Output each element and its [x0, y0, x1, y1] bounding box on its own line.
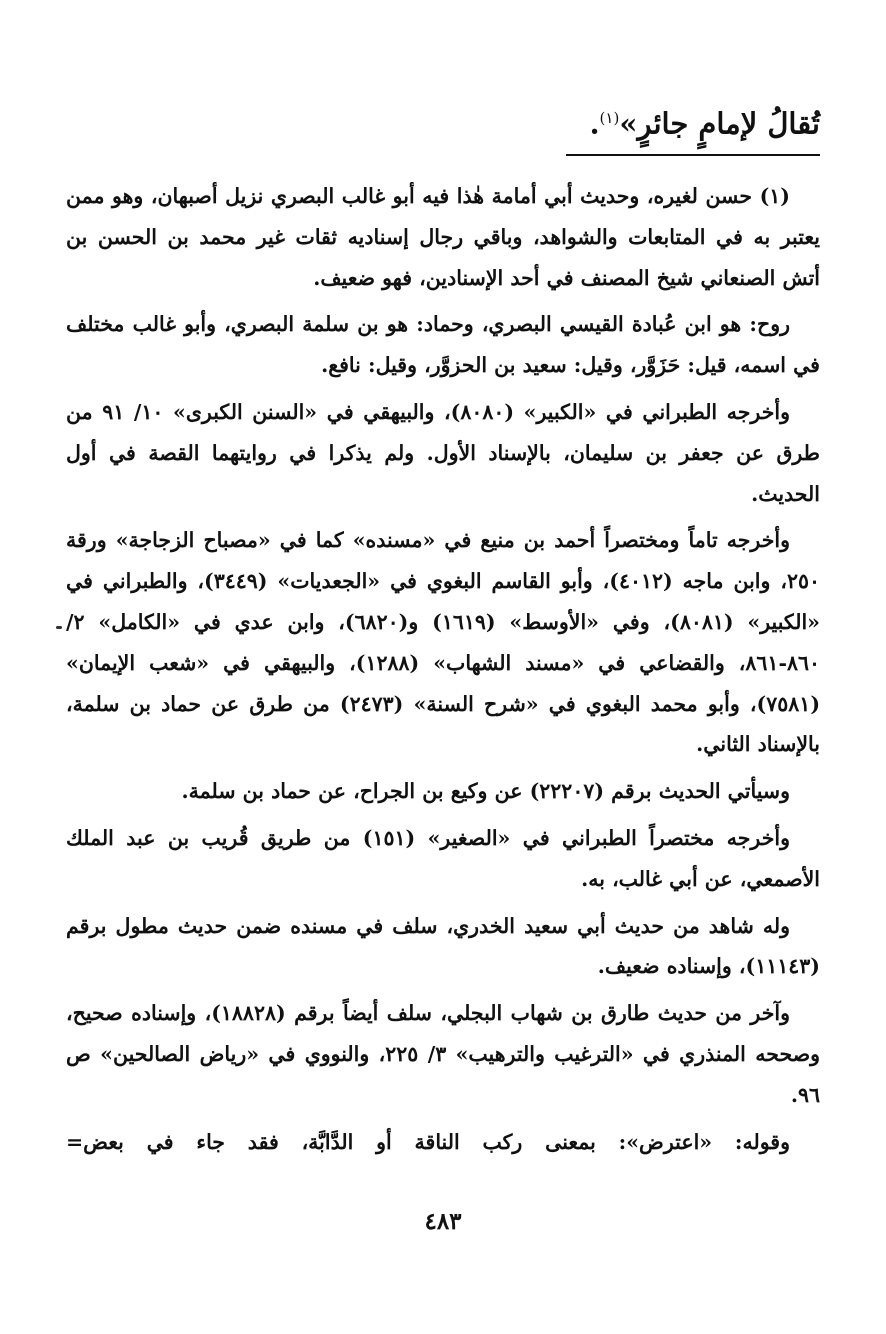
scan-mark [56, 626, 62, 629]
heading-text: تُقالُ لإمامٍ جائرٍ» [619, 106, 820, 141]
page-number: ٤٨٣ [424, 1208, 462, 1235]
footnote-paragraph-7: وله شاهد من حديث أبي سعيد الخدري، سلف في مسنده ضمن حديث مطول برقم (١١١٤٣)، وإسناده ضعيف. [66, 913, 820, 979]
footnote-paragraph-2: روح: هو ابن عُبادة القيسي البصري، وحماد: هو بن سلمة البصري، وأبو غالب مختلف في اسمه، قيل: حَزَوَّر، وقيل: سعيد بن الحزوَّر، وقيل: نافع. [66, 312, 820, 378]
footnote-paragraph-1: (١) حسن لغيره، وحديث أبي أمامة هٰذا فيه أبو غالب البصري نزيل أصبهان، وهو ممن يعتبر به في المتابعات والشواهد، وباقي رجال إسناديه ثقات غير محمد بن الحسن بن أتش الصنعاني شيخ المصنف في أحد الإسنادين، فهو ضعيف. [66, 184, 820, 290]
footnote-paragraph-6: وأخرجه مختصراً الطبراني في «الصغير» (١٥١) من طريق قُريب بن عبد الملك الأصمعي، عن أبي غالب، به. [66, 825, 820, 891]
footnote-paragraph-3: وأخرجه الطبراني في «الكبير» (٨٠٨٠)، والبيهقي في «السنن الكبرى» ١٠/ ٩١ من طرق عن جعفر بن سليمان، بالإسناد الأول. ولم يذكرا في روايتهما القصة في أول الحديث. [66, 399, 820, 506]
footnote-separator-rule [566, 154, 820, 156]
footnotes-body [66, 176, 820, 1168]
footnote-paragraph-4: وأخرجه تاماً ومختصراً أحمد بن منيع في «مسنده» كما في «مصباح الزجاجة» ورقة ٢٥٠، وابن ماجه (٤٠١٢)، وأبو القاسم البغوي في «الجعديات» (٣٤٤٩)، والطبراني في «الكبير» (٨٠٨١)، وفي «الأوسط» (١٦١٩) و(٦٨٢٠)، وابن عدي في «الكامل» ٢/ ٨٦٠-٨٦١، والقضاعي في «مسند الشهاب» (١٢٨٨)، والبيهقي في «شعب الإيمان» (٧٥٨١)، وأبو محمد البغوي في «شرح السنة» (٢٤٧٣) من طرق عن حماد بن سلمة، بالإسناد الثاني. [66, 528, 821, 757]
footnote-paragraph-9: وقوله: «اعترض»: بمعنى ركب الناقة أو الدَّابَّة، فقد جاء في بعض= [66, 1129, 790, 1154]
footnote-paragraph-8: وآخر من حديث طارق بن شهاب البجلي، سلف أيضاً برقم (١٨٨٢٨)، وإسناده صحيح، وصححه المنذري في «الترغيب والترهيب» ٣/ ٢٢٥، والنووي في «رياض الصالحين» ص ٩٦. [66, 1001, 821, 1107]
footnote-reference[interactable]: (١) [599, 109, 620, 127]
heading-end-mark: . [589, 106, 600, 141]
footnote-paragraph-5: وسيأتي الحديث برقم (٢٢٢٠٧) عن وكيع بن الجراح، عن حماد بن سلمة. [181, 779, 790, 804]
carryover-heading [80, 96, 820, 146]
